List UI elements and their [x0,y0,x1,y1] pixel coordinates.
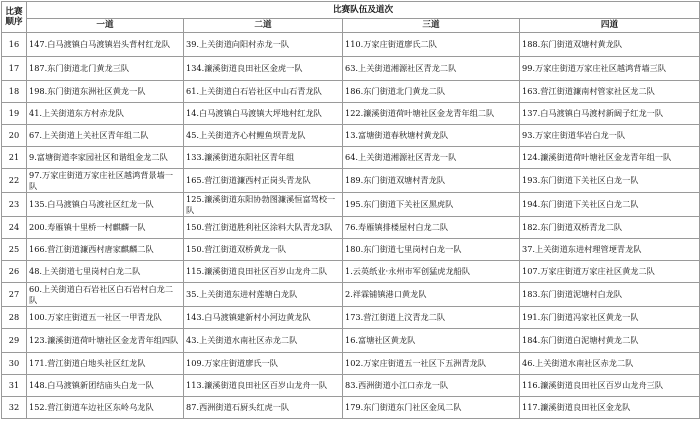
lane-2-team: 115.濂溪街道良田社区百岁山龙舟二队 [184,261,343,283]
lane-2-team: 35.上关街道东进村莲塘白龙队 [184,283,343,307]
table-row [2,193,700,217]
lane-2-team: 14.白马渡镇白马渡镇大坪地村红龙队 [184,103,343,125]
order-number: 32 [2,397,27,419]
lane-2-team: 39.上关街道向阳村赤龙一队 [184,33,343,57]
header-row-top [2,2,700,19]
order-number: 23 [2,193,27,217]
lane-3-team: 83.西洲街道小江口赤龙一队 [343,375,520,397]
table-row [2,307,700,329]
lane-3-team: 16.富塘社区黄龙队 [343,329,520,353]
lane-3-team: 189.东门街道双塘村青龙队 [343,169,520,193]
lane-3-team: 180.东门街道七里岗村白龙一队 [343,239,520,261]
table-row [2,353,700,375]
order-number: 30 [2,353,27,375]
lane-4-team: 37.上关街道东进村理管埂青龙队 [520,239,700,261]
lane-2-team: 150.营江街道胜利社区涂料大队青龙3队 [184,217,343,239]
order-number: 17 [2,57,27,81]
table-body [2,33,700,419]
lane-3-team: 1.云英纸业·永州市军创猛虎龙船队 [343,261,520,283]
lane-3-team: 110.万家庄街道廖氏二队 [343,33,520,57]
lane-1-team: 100.万家庄街道五一社区一甲青龙队 [27,307,184,329]
lane-1-team: 198.东门街道东洲社区黄龙一队 [27,81,184,103]
lane-3-team: 173.营江街道上汶青龙二队 [343,307,520,329]
lane-1-team: 200.寿雁镇十里桥一村麒麟一队 [27,217,184,239]
order-number: 31 [2,375,27,397]
table-row [2,375,700,397]
lane-1-team: 147.白马渡镇白马渡镇岩头背村红龙队 [27,33,184,57]
header-row-lanes [2,19,700,33]
lane-2-team: 134.濂溪街道良田社区金虎一队 [184,57,343,81]
lane-4-team: 137.白马渡镇白马渡村新阔子红龙一队 [520,103,700,125]
lane-3-team: 13.富塘街道春秋塘村黄龙队 [343,125,520,147]
lane-1-team: 166.营江街道濂西村唐家麒麟二队 [27,239,184,261]
lane-4-team: 116.濂溪街道良田社区百岁山龙舟三队 [520,375,700,397]
lane-1-team: 67.上关街道上关社区青年组二队 [27,125,184,147]
lane-4-header: 四道 [520,19,700,33]
table-row [2,57,700,81]
table-row [2,239,700,261]
lane-1-team: 41.上关街道东方村赤龙队 [27,103,184,125]
lane-3-team: 63.上关街道湘源社区青龙二队 [343,57,520,81]
lane-2-team: 150.营江街道双桥黄龙一队 [184,239,343,261]
order-number: 22 [2,169,27,193]
table-row [2,329,700,353]
lane-2-team: 125.濂溪街道东阳协勃图濂溪恒富驾校一队 [184,193,343,217]
lane-4-team: 188.东门街道双塘村黄龙队 [520,33,700,57]
lane-4-team: 107.万家庄街道万家庄社区黄龙二队 [520,261,700,283]
order-header: 比赛顺序 [2,2,27,33]
table-row [2,33,700,57]
lane-3-team: 76.寿雁镇排楼屋村白龙二队 [343,217,520,239]
lane-4-team: 194.东门街道下关社区白龙二队 [520,193,700,217]
order-number: 28 [2,307,27,329]
lane-2-team: 133.濂溪街道东阳社区青年组 [184,147,343,169]
lane-2-team: 113.濂溪街道良田社区百岁山龙舟一队 [184,375,343,397]
order-number: 19 [2,103,27,125]
lane-2-team: 45.上关街道齐心村鲤鱼坝青龙队 [184,125,343,147]
lane-2-team: 61.上关街道白石岩社区中山石青龙队 [184,81,343,103]
lane-4-team: 163.营江街道濂南村管家社区龙二队 [520,81,700,103]
order-number: 18 [2,81,27,103]
table-row [2,81,700,103]
lane-3-team: 186.东门街道北门黄龙二队 [343,81,520,103]
lane-4-team: 117.濂溪街道良田社区金龙队 [520,397,700,419]
lane-3-team: 64.上关街道湘源社区青龙一队 [343,147,520,169]
lane-1-team: 187.东门街道北门黄龙三队 [27,57,184,81]
lane-1-team: 152.营江街道车边社区东岭乌龙队 [27,397,184,419]
lane-3-team: 2.祥霖铺镇港口黄龙队 [343,283,520,307]
table-row [2,169,700,193]
lane-1-team: 171.营江街道白地头社区红龙队 [27,353,184,375]
order-number: 21 [2,147,27,169]
lane-1-team: 135.白马渡镇白马渡社区红龙一队 [27,193,184,217]
order-number: 29 [2,329,27,353]
group-header: 比赛队伍及道次 [27,2,700,19]
lane-4-team: 183.东门街道泥塘村白龙队 [520,283,700,307]
lane-1-team: 48.上关街道七里岗村白龙二队 [27,261,184,283]
lane-1-team: 148.白马渡镇新团结庙头白龙一队 [27,375,184,397]
lane-4-team: 99.万家庄街道万家庄社区越鸿背墙三队 [520,57,700,81]
lane-2-header: 二道 [184,19,343,33]
order-number: 27 [2,283,27,307]
lane-1-team: 9.富塘街道李家园社区和谐组金龙二队 [27,147,184,169]
table-row [2,217,700,239]
order-number: 16 [2,33,27,57]
lane-3-team: 195.东门街道下关社区黑虎队 [343,193,520,217]
lane-4-team: 193.东门街道下关社区白龙一队 [520,169,700,193]
order-number: 20 [2,125,27,147]
lane-3-header: 三道 [343,19,520,33]
lane-1-header: 一道 [27,19,184,33]
lane-2-team: 43.上关街道水南社区赤龙二队 [184,329,343,353]
order-number: 26 [2,261,27,283]
table-row [2,147,700,169]
lane-2-team: 87.西洲街道石厨头红虎一队 [184,397,343,419]
order-number: 24 [2,217,27,239]
lane-4-team: 184.东门街道白泥塘村黄龙二队 [520,329,700,353]
lane-1-team: 60.上关街道白石岩社区白石岩村白龙二队 [27,283,184,307]
lane-3-team: 179.东门街道东门社区金凤二队 [343,397,520,419]
table-row [2,125,700,147]
lane-4-team: 124.濂溪街道荷叶塘社区金龙青年组一队 [520,147,700,169]
order-number: 25 [2,239,27,261]
lane-2-team: 165.营江街道濂西村正岗头青龙队 [184,169,343,193]
lane-2-team: 143.白马渡镇建新村小河边黄龙队 [184,307,343,329]
race-schedule-table [1,1,700,419]
table-row [2,261,700,283]
lane-3-team: 122.濂溪街道荷叶塘社区金龙青年组二队 [343,103,520,125]
lane-3-team: 102.万家庄街道五一社区下五洲青龙队 [343,353,520,375]
lane-1-team: 123.濂溪街道荷叶塘社区金龙青年组四队 [27,329,184,353]
lane-4-team: 191.东门街道冯家社区黄龙一队 [520,307,700,329]
lane-4-team: 46.上关街道水南社区赤龙二队 [520,353,700,375]
table-row [2,283,700,307]
lane-2-team: 109.万家庄街道廖氏一队 [184,353,343,375]
table-row [2,103,700,125]
table-row [2,397,700,419]
lane-1-team: 97.万家庄街道万家庄社区越鸿背景墙一队 [27,169,184,193]
lane-4-team: 182.东门街道双桥青龙二队 [520,217,700,239]
lane-4-team: 93.万家庄街道华岩白龙一队 [520,125,700,147]
